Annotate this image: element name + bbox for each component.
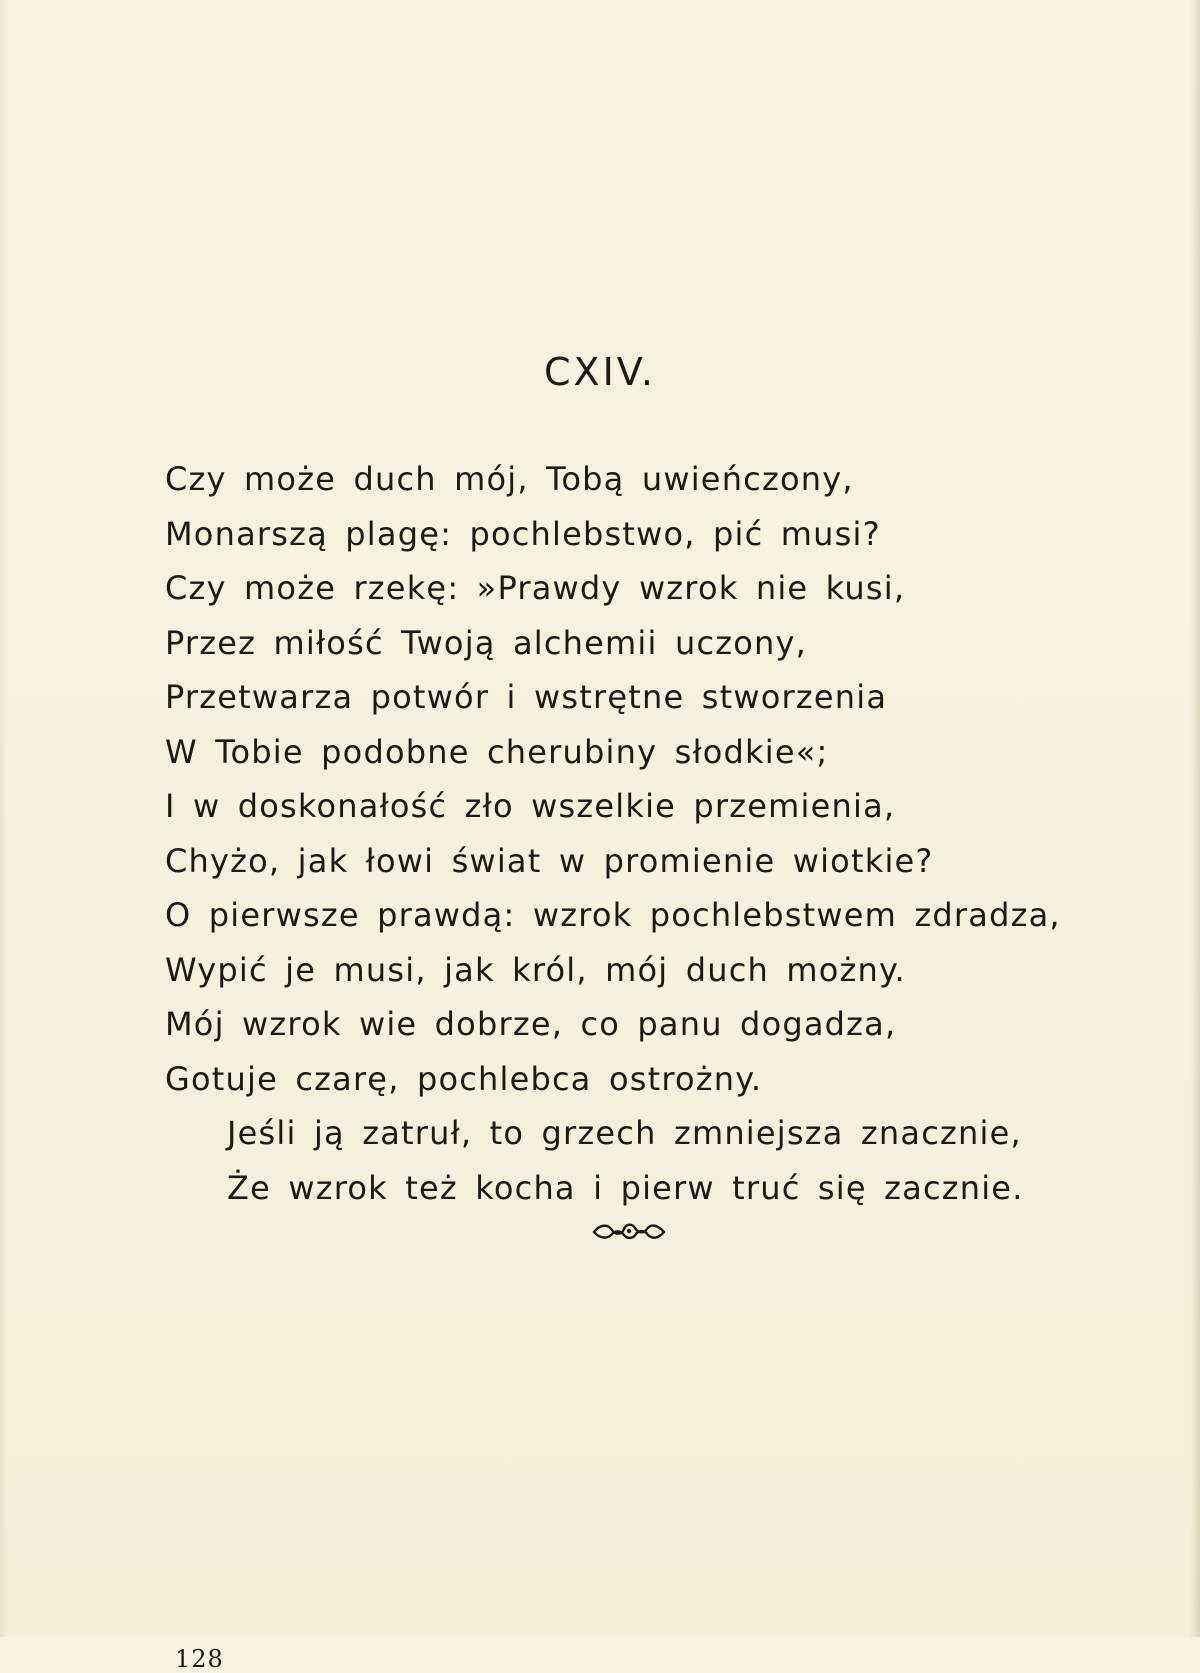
poem-body xyxy=(165,452,1061,1215)
poem-line: Przez miłość Twoją alchemii uczony, xyxy=(165,623,808,662)
poem-line: Gotuje czarę, pochlebca ostrożny. xyxy=(165,1059,763,1098)
poem-line: Monarszą plagę: pochlebstwo, pić musi? xyxy=(165,514,881,553)
poem-line: Chyżo, jak łowi świat w promienie wiotkie? xyxy=(165,841,934,880)
poem-line: I w doskonałość zło wszelkie przemienia, xyxy=(165,787,896,825)
sonnet-number-heading: CXIV. xyxy=(544,350,656,394)
page-edge-left xyxy=(0,0,8,1637)
poem-line: Czy może rzekę: »Prawdy wzrok nie kusi, xyxy=(165,569,906,607)
page-number: 128 xyxy=(175,1645,224,1673)
poem-line: Mój wzrok wie dobrze, co panu dogadza, xyxy=(165,1005,897,1043)
poem-line: O pierwsze prawdą: wzrok pochlebstwem zdradza, xyxy=(165,896,1061,934)
poem-couplet-line: Że wzrok też kocha i pierw truć się zacznie. xyxy=(227,1168,1024,1207)
poem-line: Wypić je musi, jak król, mój duch możny. xyxy=(165,950,906,989)
poem-line: Czy może duch mój, Tobą uwieńczony, xyxy=(165,460,854,498)
poem-couplet-line: Jeśli ją zatruł, to grzech zmniejsza znacznie, xyxy=(227,1114,1022,1152)
page-edge-right xyxy=(1190,0,1200,1637)
poem-line: W Tobie podobne cherubiny słodkie«; xyxy=(165,732,829,771)
floral-ornament-icon xyxy=(590,1218,668,1244)
poem-line: Przetwarza potwór i wstrętne stworzenia xyxy=(165,678,888,716)
